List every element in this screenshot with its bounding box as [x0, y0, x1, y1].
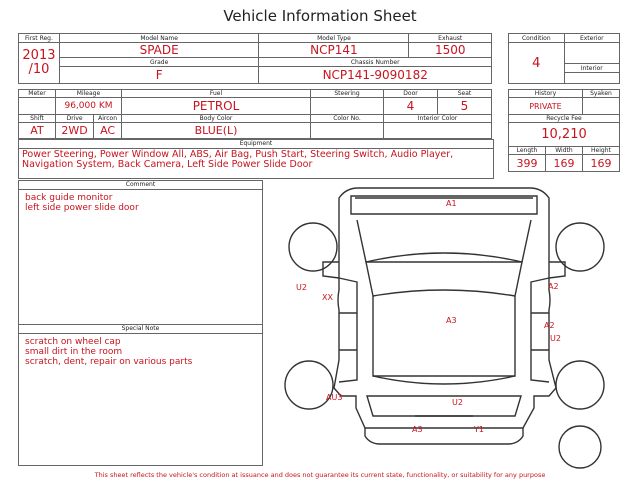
fuel-label: Fuel: [122, 90, 311, 98]
model-type-label: Model Type: [259, 34, 409, 43]
equipment-text: Power Steering, Power Window All, ABS, Air Bag, Push Start, Steering Switch, Audio Player, Navigation System, Back Camera, Left Side Power Slide Door: [22, 149, 454, 170]
drive-value: 2WD: [56, 123, 94, 139]
disclaimer-footer: This sheet reflects the vehicle's condition at issuance and does not guarantee its current state, functionality, or suitability for any purpose: [94, 471, 546, 479]
comment-label: Comment: [19, 181, 262, 190]
special-note-label: Special Note: [19, 325, 262, 334]
body-color-value: BLUE(L): [122, 123, 311, 139]
meter-label: Meter: [19, 90, 56, 98]
right-side-panel: [531, 278, 549, 382]
left-door-divider: [339, 313, 357, 350]
exhaust-label: Exhaust: [409, 34, 492, 43]
interior-color-label: Interior Color: [384, 115, 492, 123]
damage-mark-a2-top: A2: [548, 282, 559, 291]
left-mirror: [323, 262, 339, 278]
rear-hatch: [367, 396, 521, 416]
damage-mark-u2-left: U2: [296, 283, 307, 292]
history-label: History: [509, 90, 583, 98]
grade-label: Grade: [59, 58, 258, 67]
grade-value: F: [59, 67, 258, 84]
damage-mark-au3: AU3: [326, 393, 343, 402]
model-name-label: Model Name: [59, 34, 258, 43]
first-reg-label: First Reg.: [19, 34, 60, 43]
fuel-value: PETROL: [122, 98, 311, 115]
damage-mark-a3-bottom: A3: [412, 425, 423, 434]
first-reg-value: 2013 /10: [19, 43, 60, 84]
front-right-wheel-icon: [556, 223, 604, 271]
model-type-value: NCP141: [259, 43, 409, 58]
left-side-panel: [339, 278, 357, 382]
spare-wheel-icon: [559, 426, 601, 468]
height-label: Height: [582, 147, 619, 155]
roof-outline: [373, 296, 515, 376]
chassis-number-value: NCP141-9090182: [259, 67, 492, 84]
rear-window: [373, 376, 515, 384]
mileage-label: Mileage: [56, 90, 122, 98]
chassis-number-label: Chassis Number: [259, 58, 492, 67]
special-note-line: scratch on wheel cap: [25, 337, 121, 347]
comment-line: left side power slide door: [25, 203, 139, 213]
length-label: Length: [509, 147, 546, 155]
height-value: 169: [582, 155, 619, 172]
damage-mark-a3-center: A3: [446, 316, 457, 325]
length-value: 399: [509, 155, 546, 172]
shift-value: AT: [19, 123, 56, 139]
steering-label: Steering: [311, 90, 384, 98]
windshield: [366, 253, 522, 296]
exhaust-value: 1500: [409, 43, 492, 58]
damage-mark-a2-right: A2: [544, 321, 555, 330]
syaken-label: Syaken: [582, 90, 619, 98]
history-value: PRIVATE: [509, 98, 583, 115]
condition-value: 4: [509, 43, 565, 84]
front-bumper-outline: [339, 188, 549, 216]
damage-mark-u2-rear: U2: [452, 398, 463, 407]
damage-mark-a1: A1: [446, 199, 457, 208]
width-label: Width: [545, 147, 582, 155]
rear-right-wheel-icon: [556, 361, 604, 409]
right-door-divider: [531, 313, 549, 350]
damage-mark-xx: XX: [322, 293, 333, 302]
body-color-label: Body Color: [122, 115, 311, 123]
special-note-line: scratch, dent, repair on various parts: [25, 357, 193, 367]
door-value: 4: [384, 98, 438, 115]
damage-mark-u2-right: U2: [550, 334, 561, 343]
seat-label: Seat: [438, 90, 492, 98]
recycle-fee-value: 10,210: [509, 123, 620, 147]
aircon-label: Aircon: [94, 115, 122, 123]
comment-line: back guide monitor: [25, 193, 113, 203]
hood-outline: [357, 220, 531, 262]
recycle-fee-label: Recycle Fee: [509, 115, 620, 123]
seat-value: 5: [438, 98, 492, 115]
interior-label: Interior: [564, 64, 619, 73]
model-name-value: SPADE: [59, 43, 258, 58]
aircon-value: AC: [94, 123, 122, 139]
drive-label: Drive: [56, 115, 94, 123]
exterior-label: Exterior: [564, 34, 619, 43]
color-no-label: Color No.: [311, 115, 384, 123]
condition-label: Condition: [509, 34, 565, 43]
damage-mark-y1: Y1: [474, 425, 484, 434]
sheet-title: Vehicle Information Sheet: [223, 7, 417, 25]
mileage-value: 96,000 KM: [56, 98, 122, 115]
equipment-label: Equipment: [19, 140, 493, 149]
door-label: Door: [384, 90, 438, 98]
shift-label: Shift: [19, 115, 56, 123]
width-value: 169: [545, 155, 582, 172]
special-note-line: small dirt in the room: [25, 347, 123, 357]
rear-bumper: [365, 428, 523, 444]
front-left-wheel-icon: [289, 223, 337, 271]
